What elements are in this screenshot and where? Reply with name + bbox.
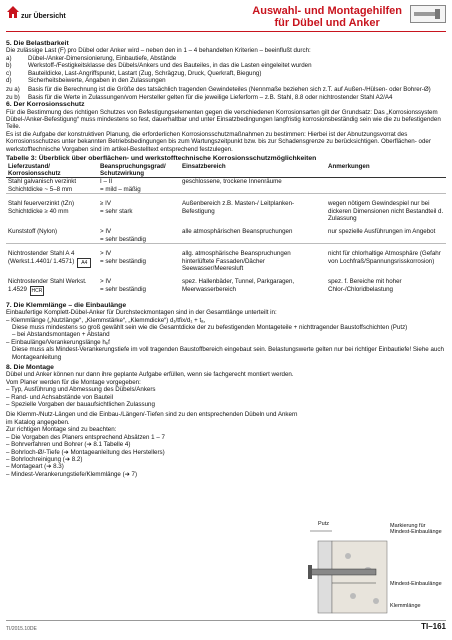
column-header: Anmerkungen	[326, 163, 446, 178]
list-item: – Bohrverfahren und Bohrer (➔ 8.1 Tabelle 4)	[6, 441, 131, 449]
list-item: b) Werkstoff-/Festigkeitsklasse des Dübels/Ankers und des Bauteiles, in das die Lasten eingeleitet wurden	[6, 62, 312, 70]
list-item: zu a) Basis für die Berechnung ist die Größe des tatsächlich tragenden Gewindeteiles (Nennmaße beziehen sich z.T. auf Außen-/Hülsen- oder Bohrer-Ø)	[6, 86, 431, 94]
section-6-paragraph: Es ist die Aufgabe der konstruktiven Planung, die erforderlichen Korrosionsschutzmaßnahmen zu bestimmen: Hierbei ist der Abnutzungsvorrat des Korrosionsschutzes unter bekannten Betriebsbedingungen bis zum Wartungszeitpunkt bzw. bis zur Schadensgrenze zu berücksichtigen. Oberflächen- oder werkstofftechnische Vorgaben sind im artikel-Bestelltext entsprechend festzulegen.	[6, 130, 431, 153]
section-7-detail: – bei Abstandsmontagen + Abstand	[12, 331, 110, 339]
section-8-paragraph: Die Klemm-/Nutz-Längen und die Einbau-/Längen/-Tiefen sind zu den entsprechenden Dübeln und Ankern im Katalog angegeben.	[6, 411, 298, 426]
section-5-list	[6, 55, 446, 101]
corrosion-table	[6, 163, 446, 296]
main-content	[6, 40, 446, 478]
list-item: – Spezielle Vorgaben der bauaufsichtlichen Zulassung	[6, 401, 155, 409]
section-6-paragraph: Für die Bestimmung des richtigen Schutzes von Befestigungselementen gegen die verschiedenen Korrosionsarten gilt der Grundsatz: Das „Korrosionssystem Dübel-/Anker-Befestigung“ muss mindestens so fest, dauerhaltbar und unter Einsatzbedingungen langfristig korrosionsbeständig sein wie die zu befestigenden Teile.	[6, 108, 441, 131]
table-row: Nichtrostender Stahl A 4 (Werkst.1.4401/ 1.4571) A4 > IV = sehr beständig allg. atmosphärische Beanspruchungen hinterlüftete Fassaden/Dächer Seewasser/Meeresluft nicht für chlorhaltige Atmosphäre (Gefahr von Lochfraß/Spannungsrisskorrosion)	[6, 244, 446, 273]
diagram-label-klemm: Klemmlänge	[390, 603, 421, 609]
list-item: c) Bauteildicke, Last-Angriffspunkt, Lastart (Zug, Schrägzug, Druck, Querkraft, Biegung)	[6, 69, 262, 77]
table-row: Stahl galvanisch verzinkt Schichtdicke ~ 5–8 mm I – II = mild – mäßig geschlossene, trockene Innenräume	[8, 178, 282, 193]
column-header: Lieferzustand/ Korrosionsschutz	[6, 163, 98, 178]
table-title: Tabelle 3: Überblick über oberflächen- und werkstofftechnische Korrosionsschutzmöglichkeiten	[6, 155, 317, 163]
section-8-paragraph: Vom Planer werden für die Montage vorgegeben:	[6, 378, 141, 386]
page-header	[0, 0, 452, 30]
diagram-label-min: Mindest-Einbaulänge	[390, 581, 442, 587]
material-badge: A4	[77, 258, 91, 268]
list-item: a) Dübel-/Anker-Dimensionierung, Einbautiefe, Abstände	[6, 54, 177, 62]
list-item: – Rand- und Achsabstände von Bauteil	[6, 393, 113, 401]
section-7-intro: Einbaufertige Komplett-Dübel-Anker für Durchsteckmontagen sind in der Gesamtlänge unterteilt in:	[6, 309, 277, 317]
column-header: Beanspruchungsgrad/ Schutzwirkung	[98, 163, 180, 178]
header-rule	[6, 31, 446, 32]
footer-rule	[6, 620, 446, 621]
table-header-row	[6, 163, 446, 178]
section-6-heading: 6. Der Korrosionsschutz	[6, 101, 85, 109]
document-code: TI/2015.10DE	[6, 626, 37, 632]
diagram-label-putz: Putz	[318, 521, 330, 527]
list-item: – Mindest-Verankerungstiefe/Klemmlänge (➔ 7)	[6, 470, 138, 478]
column-header: Einsatzbereich	[180, 163, 326, 178]
section-8-paragraph: Dübel und Anker können nur dann ihre geplante Aufgabe erfüllen, wenn sie fachgerecht montiert werden.	[6, 371, 294, 379]
section-8-paragraph: Zur richtigen Montage sind zu beachten:	[6, 426, 117, 434]
section-7-item: – Einbaulänge/Verankerungslänge hₑf	[6, 338, 110, 346]
list-item: – Bohrloch-Ø/-Tiefe (➔ Montageanleitung des Herstellers)	[6, 448, 165, 456]
material-badge: HCR	[31, 287, 43, 294]
anchor-diagram	[308, 521, 446, 616]
home-link[interactable]: zur Übersicht	[21, 13, 66, 20]
table-row: Nichtrostender Stahl Werkst. 1.4529 HCR > IV = sehr beständig spez. Hallenbäder, Tunnel, Parkgaragen, Meerwasserbereich spez. f. Bereiche mit hoher Chlor-/Chloridbelastung	[8, 278, 402, 294]
section-5-heading: 5. Die Belastbarkeit	[6, 40, 69, 47]
page-title: Auswahl- und Montagehilfen für Dübel und Anker	[252, 5, 402, 29]
table-row: Stahl feuerverzinkt (tZn) Schichtdicke ≥ 40 mm ≥ IV = sehr stark Außenbereich z.B. Masten-/ Leitplanken-Befestigung wegen nötigem Gewindespiel nur bei dickeren Dimensionen nicht Bestandteil d. Zulassung	[6, 194, 446, 223]
section-7-heading: 7. Die Klemmlänge – die Einbaulänge	[6, 301, 127, 309]
section-7-item: – Klemmlänge („Nutzlänge“, „Klemmstärke“, „Klemmdicke“) d₁/tfix/d₁ + tₐ,	[6, 316, 206, 324]
home-icon[interactable]	[6, 5, 20, 19]
section-7-detail: Diese muss als Mindest-Verankerungstiefe im voll tragenden Baustoffbereich eingebaut sein. Belastungswerte gelten nur bei richtiger Einbautiefe! Siehe auch Montageanleitung	[12, 346, 444, 361]
list-item: – Typ, Ausführung und Abmessung des Dübels/Ankers	[6, 386, 156, 394]
section-8-heading: 8. Die Montage	[6, 364, 54, 372]
section-5-intro: Die zulässige Last (F) pro Dübel oder Anker wird – neben den in 1 – 4 behandelten Kriterien – beeinflußt durch:	[6, 47, 311, 55]
page-number: TI–161	[421, 622, 446, 631]
list-item: – Montageart (➔ 8.3)	[6, 463, 64, 471]
diagram-label-mark: Markierung für Mindest-Einbaulänge	[390, 523, 442, 535]
list-item: – Bohrlochreinigung (➔ 8.2)	[6, 455, 83, 463]
section-7-detail: Diese muss mindestens so groß gewählt sein wie die Gesamtdicke der zu befestigenden Montageteile + nichttragender Baustoffschichten (Putz)	[12, 324, 408, 331]
list-item: d) Sicherheitsbeiwerte, Angaben in den Zulassungen	[6, 77, 166, 85]
list-item: – Die Vorgaben des Planers entsprechend Absätzen 1 – 7	[6, 433, 165, 441]
anchor-icon	[410, 5, 446, 23]
list-item: zu b) Basis für die Werte in Zulassungen/vom Hersteller gelten für die jeweilige Lieferform – z.B. Stahl, 8.8 oder nichtrostender Stahl A2/A4	[6, 93, 393, 101]
table-row: Kunststoff (Nylon) > IV = sehr beständig alle atmosphärischen Beanspruchungen nur spezielle Ausführungen im Angebot	[8, 228, 436, 243]
